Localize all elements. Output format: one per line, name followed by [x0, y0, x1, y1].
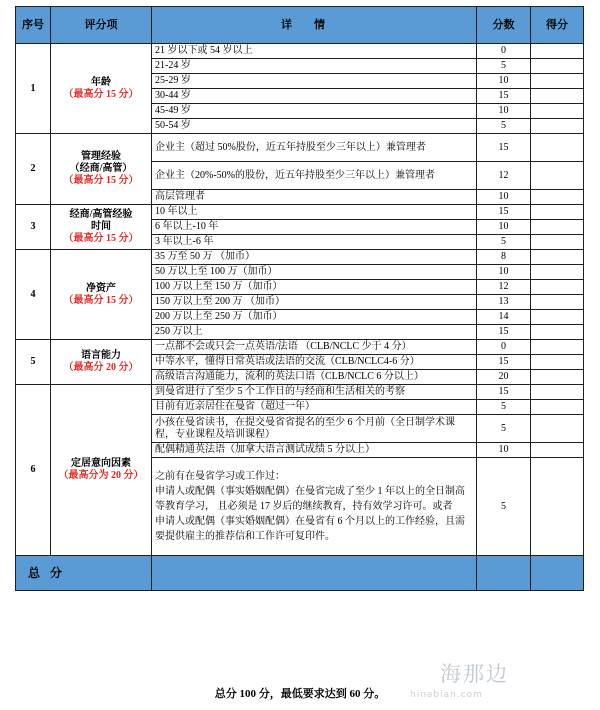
header-detail: 详情 — [152, 7, 477, 44]
criterion-points: 13 — [477, 295, 531, 310]
total-points — [477, 556, 531, 591]
score-cell[interactable] — [531, 400, 584, 415]
score-cell[interactable] — [531, 119, 584, 134]
score-cell[interactable] — [531, 458, 584, 556]
score-cell[interactable] — [531, 74, 584, 89]
watermark-sub: hinabian.com — [410, 690, 483, 700]
section-max-score: （最高分 20 分） — [63, 362, 139, 373]
criterion-detail: 到曼省进行了至少 5 个工作日的与经商和生活相关的考察 — [152, 385, 477, 400]
criterion-detail: 6 年以上-10 年 — [152, 220, 477, 235]
criterion-detail: 150 万以上至 200 万 （加币） — [152, 295, 477, 310]
score-cell[interactable] — [531, 134, 584, 162]
section-title-cell — [51, 44, 152, 134]
footnote: 总分 100 分，最低要求达到 60 分。 — [214, 688, 386, 700]
criterion-detail: 50 万以上至 100 万（加币） — [152, 265, 477, 280]
criterion-detail: 250 万以上 — [152, 325, 477, 340]
section-title-cell — [51, 385, 152, 556]
criterion-detail: 50-54 岁 — [152, 119, 477, 134]
criterion-points: 15 — [477, 325, 531, 340]
criterion-detail: 中等水平，懂得日常英语或法语的交流（CLB/NCLC4-6 分） — [152, 355, 477, 370]
score-cell[interactable] — [531, 355, 584, 370]
criterion-detail: 一点都不会或只会一点英语/法语 （CLB/NCLC 少于 4 分） — [152, 340, 477, 355]
header-item: 评分项 — [51, 7, 152, 44]
score-cell[interactable] — [531, 265, 584, 280]
section-max-score: （最高分为 20 分） — [58, 470, 144, 481]
score-cell[interactable] — [531, 162, 584, 190]
score-cell[interactable] — [531, 325, 584, 340]
criterion-detail: 100 万以上至 150 万（加币） — [152, 280, 477, 295]
table-header — [16, 7, 584, 44]
score-cell[interactable] — [531, 250, 584, 265]
criterion-points: 12 — [477, 162, 531, 190]
criterion-points: 10 — [477, 265, 531, 280]
section-max-score: （最高分 15 分） — [63, 175, 139, 186]
section-title-cell — [51, 340, 152, 385]
table-row — [16, 44, 584, 59]
criterion-points: 15 — [477, 89, 531, 104]
section-title-cell — [51, 134, 152, 205]
criterion-detail: 3 年以上-6 年 — [152, 235, 477, 250]
header-no: 序号 — [16, 7, 51, 44]
criterion-points: 5 — [477, 59, 531, 74]
watermark-text: 海那边 — [440, 662, 509, 686]
criterion-detail: 之前有在曼省学习或工作过： 申请人或配偶（事实婚姻配偶）在曼省完成了至少 1 年以上的全日制高等教育学习， 且必须是 17 岁后的继续教育，持有效学习许可。或者 申请人或配偶（事实婚姻配偶）在曼省有 6 个月以上的工作经验，且需要提供雇主的推荐信和工作许可复印件。 — [152, 458, 477, 556]
score-cell[interactable] — [531, 89, 584, 104]
table-row — [16, 385, 584, 400]
scoring-table — [15, 6, 584, 591]
table-row — [16, 205, 584, 220]
criterion-points: 10 — [477, 443, 531, 458]
section-title: 经商/高管经验 时间 — [69, 209, 133, 232]
criterion-points: 10 — [477, 104, 531, 119]
criterion-points: 10 — [477, 220, 531, 235]
criterion-points: 15 — [477, 355, 531, 370]
section-number: 6 — [16, 385, 51, 556]
criterion-detail: 配偶精通英法语（加拿大语言测试成绩 5 分以上） — [152, 443, 477, 458]
score-cell[interactable] — [531, 415, 584, 443]
criterion-points: 15 — [477, 134, 531, 162]
header-score: 得分 — [531, 7, 584, 44]
section-number: 4 — [16, 250, 51, 340]
section-number: 5 — [16, 340, 51, 385]
total-score — [531, 556, 584, 591]
criterion-points: 10 — [477, 190, 531, 205]
criterion-detail: 21 岁以下或 54 岁以上 — [152, 44, 477, 59]
score-cell[interactable] — [531, 44, 584, 59]
criterion-detail: 35 万至 50 万 （加币） — [152, 250, 477, 265]
section-title-cell — [51, 250, 152, 340]
score-cell[interactable] — [531, 295, 584, 310]
section-title: 管理经验 （经商/高管） — [69, 151, 133, 174]
criterion-detail: 高层管理者 — [152, 190, 477, 205]
section-number: 3 — [16, 205, 51, 250]
total-label: 总分 — [16, 556, 152, 591]
score-cell[interactable] — [531, 59, 584, 74]
score-cell[interactable] — [531, 235, 584, 250]
criterion-detail: 高级语言沟通能力，流利的英法口语（CLB/NCLC 6 分以上） — [152, 370, 477, 385]
criterion-points: 5 — [477, 458, 531, 556]
criterion-points: 5 — [477, 235, 531, 250]
score-cell[interactable] — [531, 220, 584, 235]
score-cell[interactable] — [531, 205, 584, 220]
criterion-detail: 30-44 岁 — [152, 89, 477, 104]
section-title-cell — [51, 205, 152, 250]
score-cell[interactable] — [531, 190, 584, 205]
criterion-detail: 目前有近亲居住在曼省（超过一年） — [152, 400, 477, 415]
criterion-detail: 21-24 岁 — [152, 59, 477, 74]
score-cell[interactable] — [531, 370, 584, 385]
section-max-score: （最高分 15 分） — [63, 294, 139, 306]
section-max-score: （最高分 15 分） — [63, 88, 139, 100]
criterion-detail: 小孩在曼省读书，在提交曼省省提名的至少 6 个月前（全日制学术课程，专业课程及培训课程） — [152, 415, 477, 443]
section-title: 净资产 — [86, 282, 116, 294]
score-cell[interactable] — [531, 104, 584, 119]
criterion-points: 5 — [477, 119, 531, 134]
table-row — [16, 340, 584, 355]
criterion-points: 10 — [477, 74, 531, 89]
section-number: 2 — [16, 134, 51, 205]
criterion-detail: 45-49 岁 — [152, 104, 477, 119]
section-number: 1 — [16, 44, 51, 134]
criterion-detail: 25-29 岁 — [152, 74, 477, 89]
score-cell[interactable] — [531, 385, 584, 400]
header-points: 分数 — [477, 7, 531, 44]
total-blank — [152, 556, 477, 591]
criterion-points: 8 — [477, 250, 531, 265]
criterion-points: 14 — [477, 310, 531, 325]
score-cell[interactable] — [531, 340, 584, 355]
criterion-detail: 200 万以上至 250 万（加币） — [152, 310, 477, 325]
criterion-points: 5 — [477, 415, 531, 443]
total-row — [16, 556, 584, 591]
criterion-points: 15 — [477, 205, 531, 220]
criterion-points: 15 — [477, 385, 531, 400]
table-body — [16, 44, 584, 556]
criterion-points: 5 — [477, 400, 531, 415]
section-title: 语言能力 — [81, 350, 121, 361]
criterion-points: 0 — [477, 340, 531, 355]
table-row — [16, 250, 584, 265]
section-title: 年龄 — [91, 76, 111, 88]
criterion-points: 0 — [477, 44, 531, 59]
section-title: 定居意向因素 — [71, 458, 131, 469]
score-cell[interactable] — [531, 280, 584, 295]
criterion-detail: 企业主（20%-50%的股份，近五年持股至少三年以上）兼管理者 — [152, 162, 477, 190]
criterion-points: 20 — [477, 370, 531, 385]
criterion-detail: 10 年以上 — [152, 205, 477, 220]
criterion-points: 12 — [477, 280, 531, 295]
table-row — [16, 134, 584, 162]
criterion-detail: 企业主（超过 50%股份，近五年持股至少三年以上）兼管理者 — [152, 134, 477, 162]
score-cell[interactable] — [531, 443, 584, 458]
score-cell[interactable] — [531, 310, 584, 325]
section-max-score: （最高分 15 分） — [63, 233, 139, 244]
